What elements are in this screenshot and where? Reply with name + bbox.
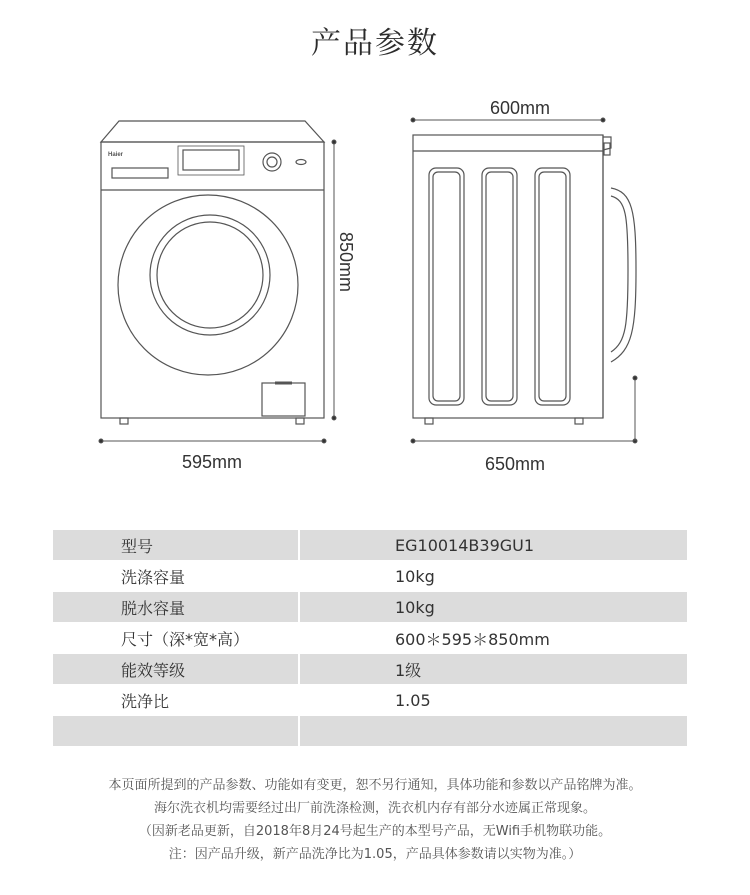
spec-row-empty (53, 716, 687, 746)
spec-label: 能效等级 (53, 654, 298, 684)
spec-row-wash-ratio (53, 685, 687, 715)
spec-label: 洗涤容量 (121, 567, 186, 587)
spec-value (300, 716, 687, 746)
note-line: 海尔洗衣机均需要经过出厂前洗涤检测，洗衣机内存有部分水迹属正常现象。 (153, 801, 596, 816)
page-title: 产品参数 (311, 26, 439, 61)
spec-label (53, 716, 298, 746)
spec-value: EG10014B39GU1 (300, 530, 687, 560)
spec-value: 600＊595＊850mm (395, 629, 550, 649)
side-total-depth-label: 650mm (484, 454, 546, 474)
note-line: 本页面所提到的产品参数、功能如有变更，恕不另行通知，具体功能和参数以产品铭牌为准。 (108, 778, 642, 793)
spec-value: 1.05 (395, 690, 431, 710)
spec-label: 型号 (53, 530, 298, 560)
spec-value: 10kg (395, 566, 435, 586)
front-width-label: 595mm (181, 452, 243, 472)
front-height-label: 850mm (336, 231, 356, 293)
spec-value: 10kg (300, 592, 687, 622)
front-width-dimension-line (99, 439, 326, 443)
side-view-washer (413, 135, 636, 424)
brand-logo: Haier (108, 152, 124, 158)
spec-row-model (53, 530, 687, 560)
note-line: 注：因产品升级，新产品洗净比为1.05，产品具体参数请以实物为准。） (168, 847, 582, 862)
spec-row-energy-rating (53, 654, 687, 684)
side-depth-dimension-line (411, 118, 605, 122)
note-line: （因新老品更新，自2018年8月24号起生产的本型号产品，无Wifi手机物联功能。 (138, 824, 612, 839)
disclaimer-notes (0, 774, 750, 866)
front-height-dimension-line (332, 140, 336, 420)
spec-row-dimensions (53, 623, 687, 653)
spec-label: 洗净比 (121, 691, 170, 711)
spec-label: 脱水容量 (53, 592, 298, 622)
front-view-washer (101, 121, 324, 424)
spec-row-spin-capacity (53, 592, 687, 622)
spec-row-wash-capacity (53, 561, 687, 591)
side-depth-label: 600mm (489, 98, 551, 118)
spec-label: 尺寸（深*宽*高） (121, 629, 250, 649)
spec-value: 1级 (300, 654, 687, 684)
spec-table (53, 530, 687, 747)
